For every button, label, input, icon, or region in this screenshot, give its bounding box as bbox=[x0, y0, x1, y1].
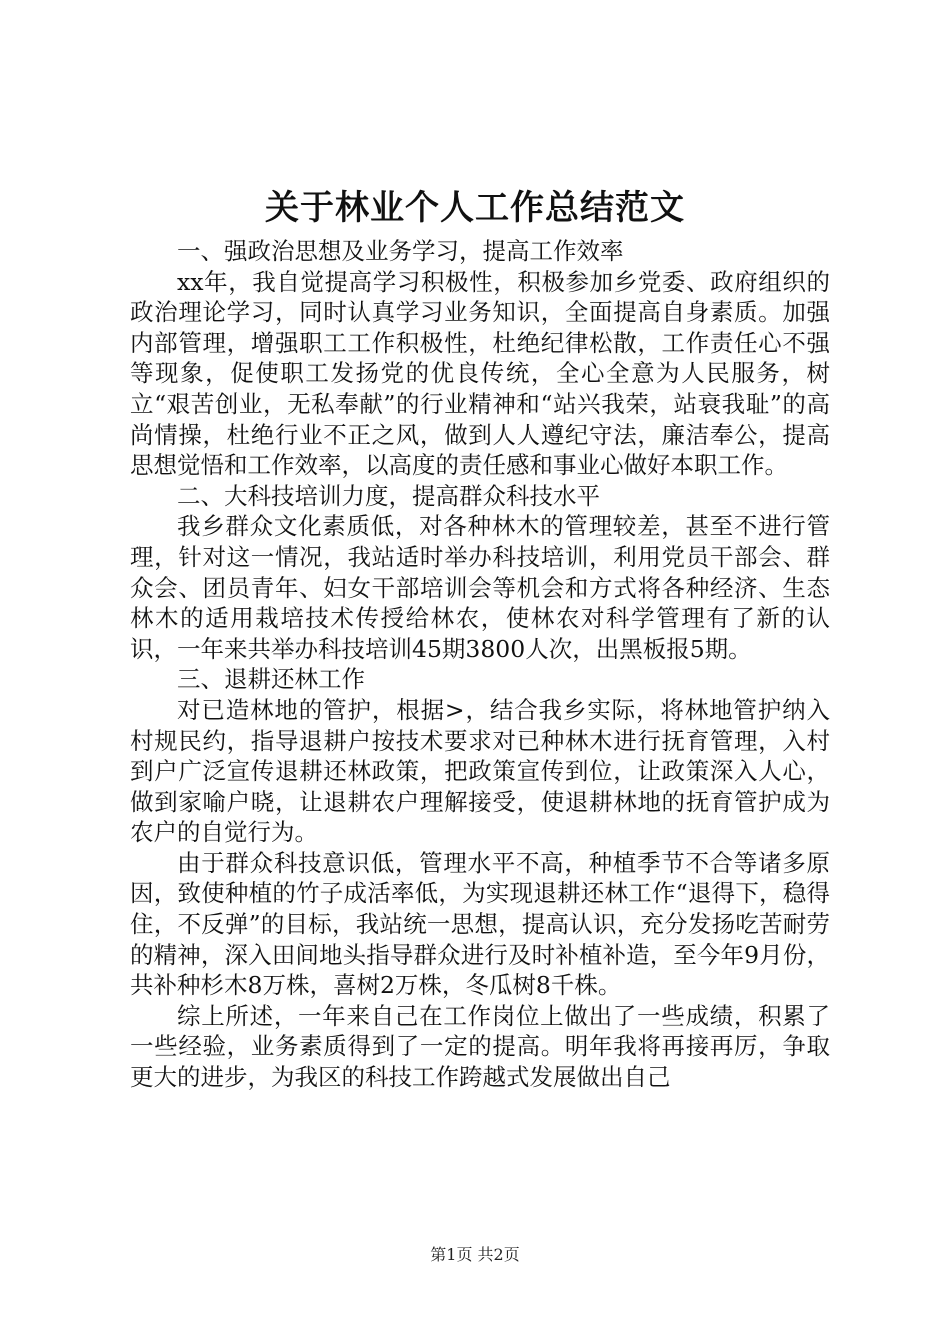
page-title: 关于林业个人工作总结范文 bbox=[265, 188, 685, 228]
paragraph-forest-care: 对已造林地的管护，根据>，结合我乡实际，将林地管护纳入村规民约，指导退耕户按技术要求对已种林木进行抚育管理，入村到户广泛宣传退耕还林政策，把政策宣传到位，让政策深入人心，做到家喻户晓，让退耕农户理解接受，使退耕林地的抚育管护成为农户的自觉行为。 bbox=[130, 695, 830, 847]
section-heading-2: 二、大科技培训力度，提高群众科技水平 bbox=[177, 481, 600, 510]
document-body bbox=[130, 236, 830, 1093]
page-footer: 第1页 共2页 bbox=[430, 1245, 520, 1264]
paragraph-training: 我乡群众文化素质低，对各种林木的管理较差，甚至不进行管理，针对这一情况，我站适时举办科技培训，利用党员干部会、群众会、团员青年、妇女干部培训会等机会和方式将各种经济、生态林木的适用栽培技术传授给林农，使林农对科学管理有了新的认识，一年来共举办科技培训45期3800人次，出黑板报5期。 bbox=[130, 512, 830, 663]
section-heading-3: 三、退耕还林工作 bbox=[177, 665, 365, 694]
section-heading-1: 一、强政治思想及业务学习，提高工作效率 bbox=[177, 237, 624, 265]
paragraph-summary: 综上所述，一年来自己在工作岗位上做出了一些成绩，积累了一些经验，业务素质得到了一定的提高。明年我将再接再厉，争取更大的进步，为我区的科技工作跨越式发展做出自己 bbox=[130, 1001, 830, 1092]
paragraph-replanting: 由于群众科技意识低，管理水平不高，种植季节不合等诸多原因，致使种植的竹子成活率低，为实现退耕还林工作“退得下，稳得住，不反弹”的目标，我站统一思想，提高认识，充分发扬吃苦耐劳的精神，深入田间地头指导群众进行及时补植补造，至今年9月份，共补种杉木8万株，喜树2万株，冬瓜树8千株。 bbox=[130, 848, 830, 1000]
paragraph-study: xx年，我自觉提高学习积极性，积极参加乡党委、政府组织的政治理论学习，同时认真学习业务知识，全面提高自身素质。加强内部管理，增强职工工作积极性，杜绝纪律松散，工作责任心不强等现象，促使职工发扬党的优良传统，全心全意为人民服务，树立“艰苦创业，无私奉献”的行业精神和“站兴我荣，站衰我耻”的高尚情操，杜绝行业不正之风，做到人人遵纪守法，廉洁奉公，提高思想觉悟和工作效率，以高度的责任感和事业心做好本职工作。 bbox=[130, 267, 830, 480]
